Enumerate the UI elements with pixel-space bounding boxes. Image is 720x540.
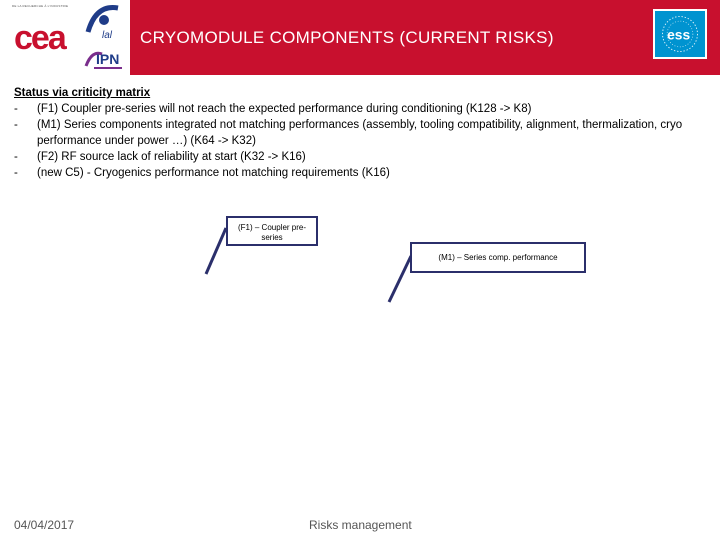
slide-title: CRYOMODULE COMPONENTS (CURRENT RISKS)	[140, 28, 554, 47]
svg-text:ess: ess	[667, 27, 691, 43]
bullet-dash: -	[14, 119, 18, 131]
bullet-dash: -	[14, 151, 18, 163]
risk-text: (M1) Series components integrated not matching performances (assembly, tooling compatibility, alignment, thermalization, cryo performance under power …) (K64 -> K32)	[37, 119, 683, 147]
bullet-dash: -	[14, 167, 18, 179]
risk-text: (F2) RF source lack of reliability at start (K32 -> K16)	[37, 151, 306, 163]
callout-m1-pointer	[389, 256, 411, 302]
footer-title: Risks management	[309, 518, 412, 532]
callout-f1: (F1) – Coupler pre-series	[226, 216, 318, 246]
status-heading: Status via criticity matrix	[14, 87, 151, 99]
footer-date: 04/04/2017	[14, 518, 75, 532]
bullet-dash: -	[14, 103, 18, 115]
svg-text:cea: cea	[14, 20, 65, 54]
cea-tagline: DE LA RECHERCHE À L'INDUSTRIE	[12, 4, 69, 8]
callout-f1-pointer	[206, 228, 226, 274]
risk-text: (F1) Coupler pre-series will not reach the expected performance during conditioning (K128 -> K8)	[37, 103, 532, 115]
risk-text: (new C5) - Cryogenics performance not matching requirements (K16)	[37, 167, 390, 179]
callout-m1: (M1) – Series comp. performance	[410, 242, 586, 273]
svg-text:lal: lal	[102, 30, 113, 41]
svg-text:IPN: IPN	[96, 51, 120, 67]
